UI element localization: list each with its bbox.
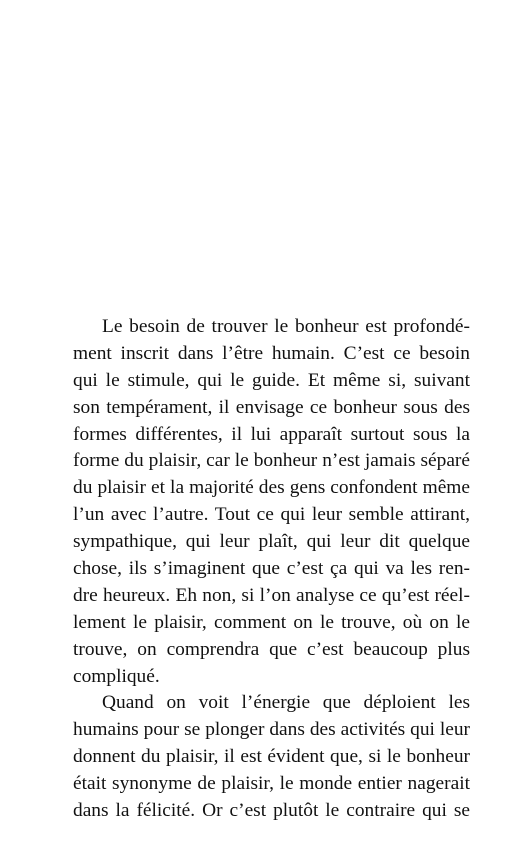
- body-text: [73, 314, 470, 825]
- text-line: Quand on voit l’énergie que déploient les: [102, 692, 470, 714]
- text-line: forme du plaisir, car le bonheur n’est jamais séparé: [73, 450, 470, 472]
- text-line: trouve, on comprendra que c’est beaucoup plus: [73, 638, 470, 660]
- text-line: donnent du plaisir, il est évident que, si le bonheur: [73, 746, 470, 768]
- text-line: dre heureux. Eh non, si l’on analyse ce qu’est réel-: [73, 584, 470, 606]
- text-line: qui le stimule, qui le guide. Et même si, suivant: [73, 369, 470, 391]
- text-line: chose, ils s’imaginent que c’est ça qui va les ren-: [73, 558, 470, 580]
- text-line: sympathique, qui leur plaît, qui leur dit quelque: [73, 531, 470, 553]
- paragraph-1: [73, 314, 470, 690]
- text-line: compliqué.: [73, 665, 160, 687]
- text-line: Le besoin de trouver le bonheur est profondé-: [102, 316, 470, 337]
- paragraph-2: [73, 690, 470, 824]
- text-line: formes différentes, il lui apparaît surtout sous la: [73, 423, 470, 445]
- text-line: lement le plaisir, comment on le trouve, où on le: [73, 611, 470, 633]
- text-line: dans la félicité. Or c’est plutôt le contraire qui se: [73, 800, 470, 822]
- text-line: était synonyme de plaisir, le monde entier nagerait: [73, 773, 470, 795]
- text-line: du plaisir et la majorité des gens confondent même: [73, 477, 470, 499]
- text-line: son tempérament, il envisage ce bonheur sous des: [73, 396, 470, 418]
- text-line: humains pour se plonger dans des activités qui leur: [73, 719, 470, 741]
- text-line: l’un avec l’autre. Tout ce qui leur semble attirant,: [73, 504, 470, 526]
- text-line: ment inscrit dans l’être humain. C’est ce besoin: [73, 342, 470, 364]
